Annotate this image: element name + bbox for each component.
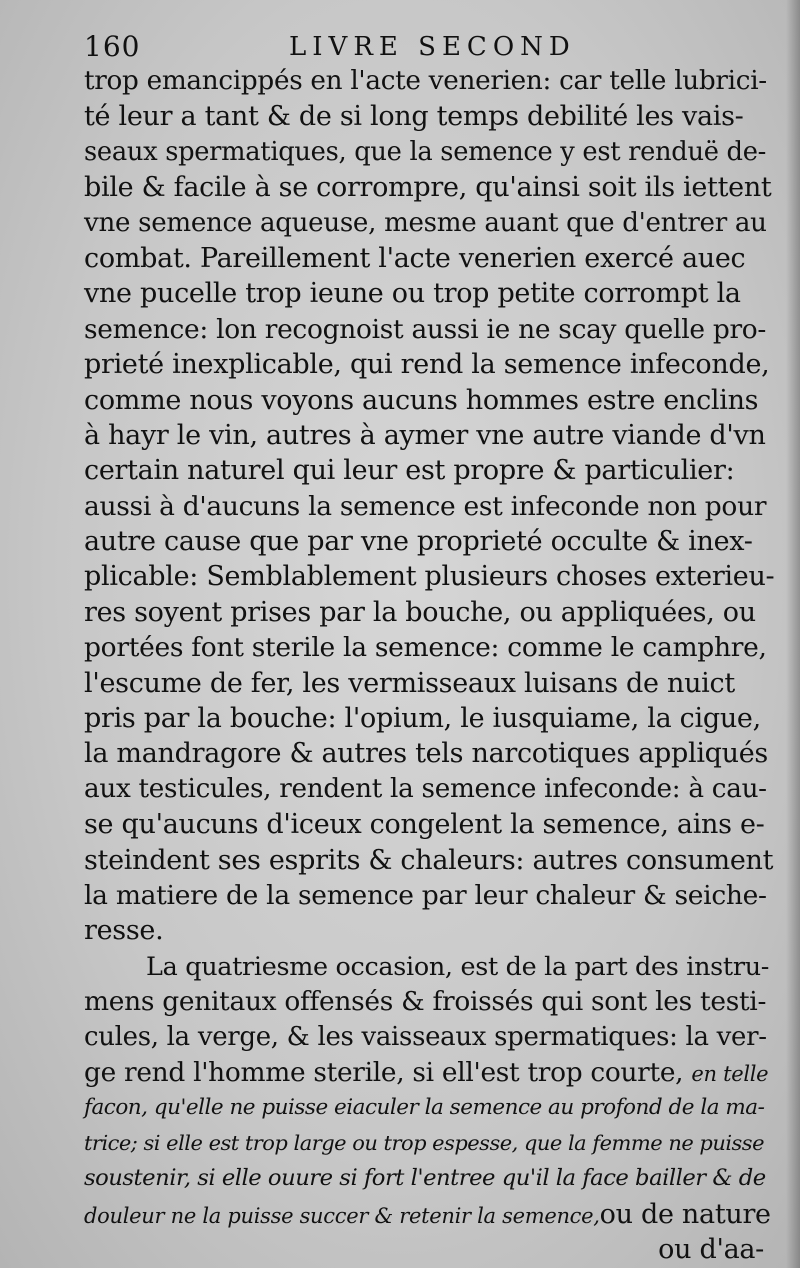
text-line: portées font sterile la semence: comme le camphre, xyxy=(84,632,767,664)
text-line: bile & facile à se corrompre, qu'ainsi soit ils iettent xyxy=(84,172,772,204)
text-line: seaux spermatiques, que la semence y est renduë de- xyxy=(84,136,767,167)
running-head: LIVRE SECOND xyxy=(289,32,576,62)
paragraph-first-line: La quatriesme occasion, est de la part des instru- xyxy=(146,950,770,981)
text-line: l'escume de fer, les vermisseaux luisans de nuict xyxy=(84,667,735,699)
text-line: pris par la bouche: l'opium, le iusquiame, la cigue, xyxy=(84,703,761,735)
catchword: ou d'aa- xyxy=(658,1233,764,1265)
text-line: comme nous voyons aucuns hommes estre enclins xyxy=(84,384,759,416)
italic-line: trice; si elle est trop large ou trop espesse, que la femme ne puisse xyxy=(84,1130,764,1155)
text-line: resse. xyxy=(84,915,164,947)
text-line: res soyent prises par la bouche, ou appliquées, ou xyxy=(84,596,756,628)
italic-run: douleur ne la puisse succer & retenir la semence, xyxy=(84,1203,600,1228)
text-line: semence: lon recognoist aussi ie ne scay quelle pro- xyxy=(84,313,767,345)
text-line: la matiere de la semence par leur chaleur & seiche- xyxy=(84,879,767,911)
text-line: té leur a tant & de si long temps debilité les vais- xyxy=(84,101,744,133)
text-line: la mandragore & autres tels narcotiques appliqués xyxy=(84,738,768,770)
text-line: mens genitaux offensés & froissés qui sont les testi- xyxy=(84,986,767,1018)
italic-line: soustenir, si elle ouure si fort l'entree qu'il la face bailler & de xyxy=(84,1165,766,1192)
text-line: steindent ses esprits & chaleurs: autres consument xyxy=(84,844,774,876)
text-line: aux testicules, rendent la semence infeconde: à cau- xyxy=(84,773,767,804)
text-line: plicable: Semblablement plusieurs choses exterieu- xyxy=(84,561,775,593)
text-line: à hayr le vin, autres à aymer vne autre viande d'vn xyxy=(84,419,766,451)
text-line: cules, la verge, & les vaisseaux spermatiques: la ver- xyxy=(84,1021,767,1052)
page-header xyxy=(84,30,604,64)
text-line: vne semence aqueuse, mesme auant que d'entrer au xyxy=(84,207,767,238)
text-line: vne pucelle trop ieune ou trop petite corrompt la xyxy=(84,278,741,310)
text-line: combat. Pareillement l'acte venerien exercé auec xyxy=(84,242,746,274)
mixed-line xyxy=(84,1055,774,1090)
body-text xyxy=(84,64,774,1267)
text-line: prieté inexplicable, qui rend la semence infeconde, xyxy=(84,349,770,381)
text-line: se qu'aucuns d'iceux congelent la semence, ains e- xyxy=(84,809,765,841)
text-line: trop emancippés en l'acte venerien: car telle lubrici- xyxy=(84,66,767,96)
roman-run: ou de nature xyxy=(599,1198,771,1230)
mixed-line xyxy=(84,1197,774,1232)
text-line: certain naturel qui leur est propre & particulier: xyxy=(84,455,735,487)
roman-run: ge rend l'homme sterile, si ell'est trop courte, xyxy=(84,1056,684,1088)
italic-run: en telle xyxy=(691,1061,769,1086)
page-number: 160 xyxy=(84,30,141,63)
italic-line: facon, qu'elle ne puisse eiaculer la semence au profond de la ma- xyxy=(84,1095,765,1121)
text-line: autre cause que par vne proprieté occulte & inex- xyxy=(84,526,753,558)
text-line: aussi à d'aucuns la semence est infeconde non pour xyxy=(84,490,767,522)
